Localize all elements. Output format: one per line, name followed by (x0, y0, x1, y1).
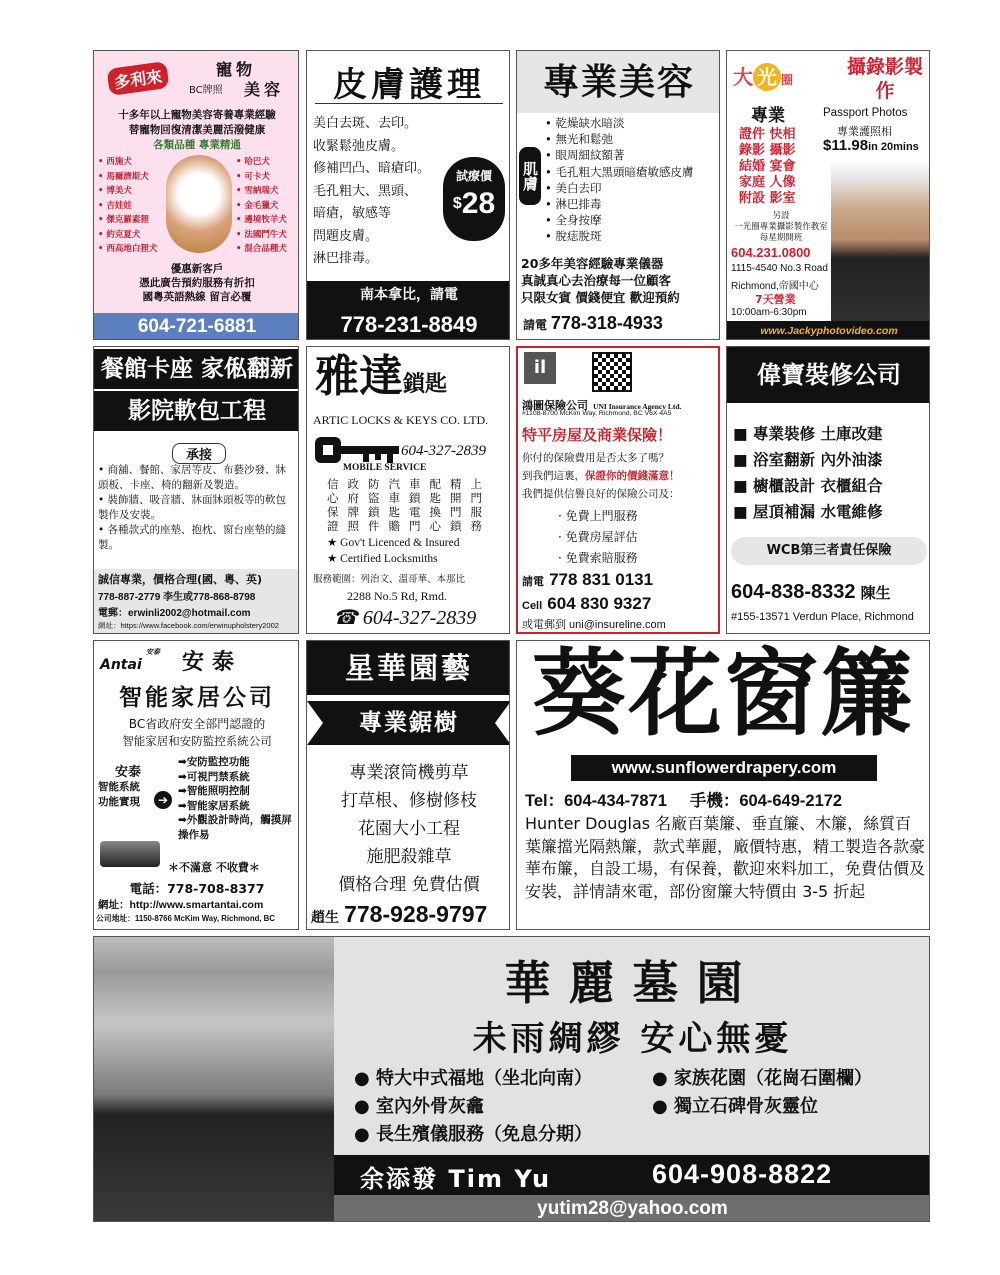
garden-items (307, 759, 510, 899)
insurance-service: · 免費房屋評估 (558, 530, 638, 544)
cemetery-items-right (652, 1065, 872, 1121)
cemetery-ad (93, 936, 930, 1222)
cemetery-title: 華麗墓園 (504, 956, 761, 1010)
cemetery-contact-bar (334, 1155, 930, 1195)
photo-pro: 專業 (751, 106, 785, 126)
photo-address-2: Richmond,帝國中心 (731, 281, 819, 292)
cemetery-email[interactable]: yutim28@yahoo.com (334, 1195, 930, 1222)
arrow-circle-icon: ➔ (154, 791, 172, 809)
pet-offer-3: 國粵英語熱線 留言必覆 (142, 291, 252, 303)
breed-item: • 吉娃娃 (98, 200, 132, 211)
beauty-item: • 無光和鬆弛 (545, 132, 613, 147)
reno-item: ■ 專業裝修 土庫改建 (733, 425, 883, 443)
breed-item: • 西施犬 (98, 157, 132, 167)
garden-phone-row: 趙生 778-928-9797 (311, 901, 488, 927)
pet-offer-2: 憑此廣告預約服務有折扣 (139, 277, 255, 289)
drapery-website[interactable]: www.sunflowerdrapery.com (571, 755, 877, 781)
garden-item: 價格合理 免費估價 (338, 875, 480, 895)
uph-phones: 778-887-2779 李生或778-868-8798 (98, 592, 256, 603)
cemetery-item: ● 長生殯儀服務（免息分期） (354, 1124, 592, 1145)
breed-item: • 邊境牧羊犬 (236, 215, 287, 225)
garden-banner: 專業鋸樹 (307, 701, 510, 745)
breed-item: • 約克夏犬 (98, 229, 141, 240)
locks-en-name: ARTIC LOCKS & KEYS CO. LTD. (313, 413, 489, 427)
trial-price: $28 (452, 187, 496, 220)
reno-item: ■ 櫥櫃設計 衣櫃組合 (733, 477, 883, 495)
insurance-service: · 免費上門服務 (558, 509, 638, 523)
skin-item: 毛孔粗大、黑頭、 (313, 183, 418, 199)
beauty-item: • 淋巴排毒 (545, 197, 602, 212)
beauty-item: • 美白去印 (545, 180, 602, 195)
photo-phone: 604.231.0800 (731, 245, 811, 260)
breed-item: • 哈巴犬 (236, 157, 270, 167)
reno-title: 偉寶裝修公司 (727, 347, 930, 403)
uph-item: • 商舖、餐館、家居等皮、布藝沙發、牀頭板、卡座、椅的翻新及製造。 (98, 464, 287, 491)
smart-side: 安泰 智能系統 功能實現 (98, 765, 141, 808)
smart-feature: ➡安防監控功能 (178, 756, 250, 768)
insurance-address: #1108-8700 McKim Way, Richmond, BC V6X 4A5 (522, 410, 672, 417)
beauty-title: 專業美容 (517, 51, 720, 113)
dog-photo (166, 155, 232, 253)
smart-features (178, 755, 298, 842)
insurance-logo: il (524, 352, 556, 384)
photo-services: 證件 快相 錄影 攝影 結婚 宴會 家庭 人像 附設 影室 (739, 127, 796, 206)
beauty-item: • 全身按摩 (545, 213, 602, 228)
passport-zh: 專業護照相 (837, 125, 892, 138)
breed-item: • 金毛獵犬 (236, 200, 279, 211)
promo-line: 只限女賓 價錢便宜 歡迎預約 (521, 290, 680, 305)
photo-website[interactable]: www.Jackyphotovideo.com (727, 321, 930, 340)
passport-en: Passport Photos (823, 107, 908, 119)
breed-item: • 雪納瑞犬 (236, 186, 279, 196)
insurance-q3: 我們提供信譽良好的保險公司及： (522, 488, 680, 500)
smart-feature: ➡外觀設計時尚，觸摸屏操作易 (178, 814, 292, 841)
trial-label: 試療價 (455, 169, 492, 183)
locks-cert-2: ★ Certified Locksmiths (327, 553, 438, 565)
beauty-items (545, 115, 693, 245)
pet-breeds-right (236, 155, 287, 257)
breed-item: • 西高地白狸犬 (98, 244, 158, 254)
uph-title-2: 影院軟包工程 (94, 391, 299, 431)
insurance-q2: 到我們這裏，保證你的價錢滿意！ (522, 470, 680, 482)
beauty-item: • 眼周細紋額著 (545, 148, 625, 163)
promo-line: 20多年美容經驗專業儀器 (521, 256, 664, 271)
smart-feature: ➡智能照明控制 (178, 785, 250, 797)
breed-item: • 馬爾濟斯犬 (98, 171, 149, 182)
beauty-item: • 脫痣脫斑 (545, 229, 602, 244)
antai-logo: 安泰 Antai (100, 648, 160, 673)
skin-phone: 778-231-8849 (307, 309, 510, 340)
smart-address: 公司地址：1150-8766 McKim Way, Richmond, BC (96, 914, 275, 923)
insurance-name: 鴻圖保險公司 UNI Insurance Agency Ltd. (522, 399, 682, 412)
pet-logo: 多利來 (106, 61, 169, 96)
smart-feature: ➡可視門禁系統 (178, 770, 250, 783)
reno-item: ■ 浴室翻新 內外油漆 (733, 451, 883, 469)
beauty-phone: 778-318-4933 (550, 313, 663, 333)
reno-address: #155-13571 Verdun Place, Richmond (731, 611, 914, 623)
beauty-ad (516, 50, 720, 340)
photo-studio-ad (726, 50, 930, 340)
uph-email: 電郵：erwinli2002@hotmail.com (98, 608, 251, 619)
photo-address-1: 1115-4540 No.3 Road (731, 263, 828, 274)
breed-item: • 博美犬 (98, 186, 132, 196)
insurance-q1: 你付的保險費用是否太多了嗎？ (522, 452, 669, 464)
photo-hours: 10:00am-6:30pm (731, 307, 807, 318)
locks-title: 雅達鎖匙 (315, 352, 448, 401)
breed-item: • 傑克羅素狸 (98, 215, 149, 225)
cemetery-item: ● 室內外骨灰龕 (354, 1096, 484, 1117)
agent-photo (94, 937, 334, 1222)
drapery-desc: Hunter Douglas 名廠百葉簾、垂直簾、木簾，絲質百葉簾擋光隔熱簾，款式華麗，廠價特惠，精工製造各款豪華布簾，自設工場，有保養，歡迎來料加工，免費估價及安裝，詳情請來電，部份窗簾大特價由 3-5 折起 (525, 814, 926, 901)
uph-slogan: 誠信專業，價格合理(國、粵、英) (98, 573, 263, 586)
smart-line-2: 智能家居和安防監控系統公司 (122, 734, 272, 748)
uph-accept: 承接 (172, 443, 226, 464)
reno-items (733, 421, 882, 525)
breed-item: • 混合品種犬 (236, 244, 287, 254)
uph-contact (94, 569, 299, 634)
beauty-phone-row: 請電 778-318-4933 (523, 313, 663, 333)
smart-phone: 電話：778-708-8377 (129, 881, 265, 896)
uph-items (98, 463, 296, 553)
photo-brand: 大 光 圈 (733, 65, 794, 89)
smart-line-1: BC省政府安全部門認證的 (128, 717, 266, 731)
skin-item: 修補凹凸、暗瘡印。 (313, 161, 431, 176)
reno-phone-row: 604-838-8332 陳生 (731, 581, 891, 603)
garden-item: 打草根、修樹修枝 (341, 791, 477, 811)
skin-care-ad (306, 50, 510, 340)
insurance-headline: 特平房屋及商業保險！ (522, 426, 673, 444)
breed-item: • 可卡犬 (236, 171, 270, 182)
cemetery-slogan: 未雨綢繆 安心無憂 (472, 1019, 793, 1059)
passport-price: $11.98in 20mins (823, 137, 919, 154)
locks-phone-small: 604-327-2839 (401, 443, 486, 459)
skin-contact: 南本拿比，請電 (307, 281, 510, 309)
garden-item: 花園大小工程 (358, 819, 460, 839)
skin-title: 皮膚護理 (333, 65, 485, 105)
reno-item: ■ 屋頂補漏 水電維修 (733, 503, 883, 521)
cemetery-item: ● 特大中式福地（坐北向南） (354, 1068, 592, 1089)
upholstery-ad (93, 346, 299, 634)
beauty-promo (521, 255, 719, 306)
skin-item: 暗瘡，敏感等 (313, 206, 392, 221)
insurance-services (558, 506, 638, 569)
locks-cert-1: ★ Gov't Licenced & Insured (327, 537, 460, 549)
skin-item: 淋巴排毒。 (313, 251, 379, 266)
qr-code (592, 352, 632, 392)
garden-item: 施肥殺雜草 (366, 847, 452, 867)
garden-title: 星華園藝 (307, 641, 510, 695)
camera-icon (100, 841, 160, 867)
pet-title-1: 寵物 (216, 60, 257, 79)
locks-phone: ☎ 604-327-2839 (333, 607, 477, 629)
photo-title: 攝錄影製作 (846, 56, 923, 102)
pet-title-2: 美容 (244, 80, 285, 99)
locks-mobile: MOBILE SERVICE (343, 463, 427, 473)
pet-line-2: 替寵物回復清潔美麗活潑健康 (128, 124, 266, 136)
pet-breeds-left (98, 155, 157, 257)
smart-web[interactable]: 網址：http://www.smartantai.com (98, 899, 264, 911)
trial-price-badge (443, 157, 505, 241)
drapery-phones: Tel：604-434-7871 手機：604-649-2172 (525, 792, 843, 810)
cemetery-item: ● 家族花園（花崗石圍欄） (652, 1068, 872, 1089)
smart-feature: ➡智能家居系統 (178, 799, 250, 812)
pet-line-1: 十多年以上寵物美容寄養專業經驗 (118, 109, 276, 121)
garden-ad (306, 640, 510, 930)
pet-phone: 604-721-6881 (94, 313, 299, 340)
locks-address: 2288 No.5 Rd, Rmd. (347, 589, 448, 603)
uph-web[interactable]: 網址：https://www.facebook.com/erwinupholstery2002 (98, 621, 279, 630)
beauty-item: • 乾燥缺水暗淡 (545, 116, 625, 130)
insurance-tel: 請電 778 831 0131 (522, 570, 654, 589)
smart-guarantee: ＊不滿意 不收費＊ (168, 861, 260, 874)
drapery-ad (516, 640, 930, 930)
photographer-photo (831, 159, 929, 339)
smart-name: 安泰 (182, 649, 243, 675)
divider (315, 103, 503, 104)
insurance-service: · 免費索賠服務 (558, 551, 638, 565)
drapery-title: 葵花窗簾 (531, 640, 916, 749)
locksmith-ad (306, 346, 510, 634)
cemetery-name: 余添發 Tim Yu (360, 1165, 552, 1193)
breed-item: • 法國鬥牛犬 (236, 229, 287, 240)
pet-offer-1: 優惠新客戶 (170, 263, 224, 275)
insurance-cell: Cell 604 830 9327 (522, 594, 652, 613)
locks-area: 服務範圍：列治文、溫哥華、本那比 (313, 574, 466, 585)
locks-grid: 信政防汽車配精上 心府盜車鎖匙開門 保牌鎖匙電換門服 證照件贍門心鎖務 (327, 477, 491, 533)
pet-line-3: 各類品種 專業精通 (153, 139, 241, 151)
beauty-item: • 毛孔粗大黑頭暗瘡敏感皮膚 (545, 164, 694, 179)
uph-item: • 裝飾牆、吸音牆、牀面牀頭板等的軟包製作及安裝。 (98, 494, 287, 521)
cemetery-item: ● 獨立石碑骨灰靈位 (652, 1096, 818, 1117)
uph-title-1: 餐館卡座 家俬翻新 (94, 349, 299, 389)
promo-line: 真誠真心去治療每一位顧客 (521, 273, 672, 288)
smart-home-ad (93, 640, 299, 930)
skin-item: 收緊鬆弛皮膚。 (313, 138, 405, 154)
renovation-ad (726, 346, 930, 634)
uph-item: • 各種款式的座墊、抱枕、窗台座墊的縫製。 (98, 524, 287, 551)
insurance-ad (516, 346, 720, 634)
photo-open: 7天營業 (755, 293, 796, 306)
photo-extra: 另設 一光圈專業攝影製作教室 每星期開班 (734, 211, 828, 243)
cemetery-items-left (354, 1065, 592, 1149)
pet-grooming-ad (93, 50, 299, 340)
skin-item: 美白去斑、去印。 (313, 116, 418, 131)
skin-item: 問題皮膚。 (313, 228, 379, 244)
garden-item: 專業滾筒機剪草 (349, 763, 469, 783)
skin-items (313, 113, 430, 271)
insurance-email[interactable]: 或電郵到 uni@insureline.com (522, 619, 666, 631)
pet-license: BC牌照 (189, 85, 223, 96)
smart-title: 智能家居公司 (119, 684, 275, 711)
cemetery-phone: 604-908-8822 (652, 1159, 833, 1189)
beauty-side-label: 肌膚 (519, 147, 541, 205)
reno-wcb: WCB第三者責任保險 (731, 537, 927, 565)
